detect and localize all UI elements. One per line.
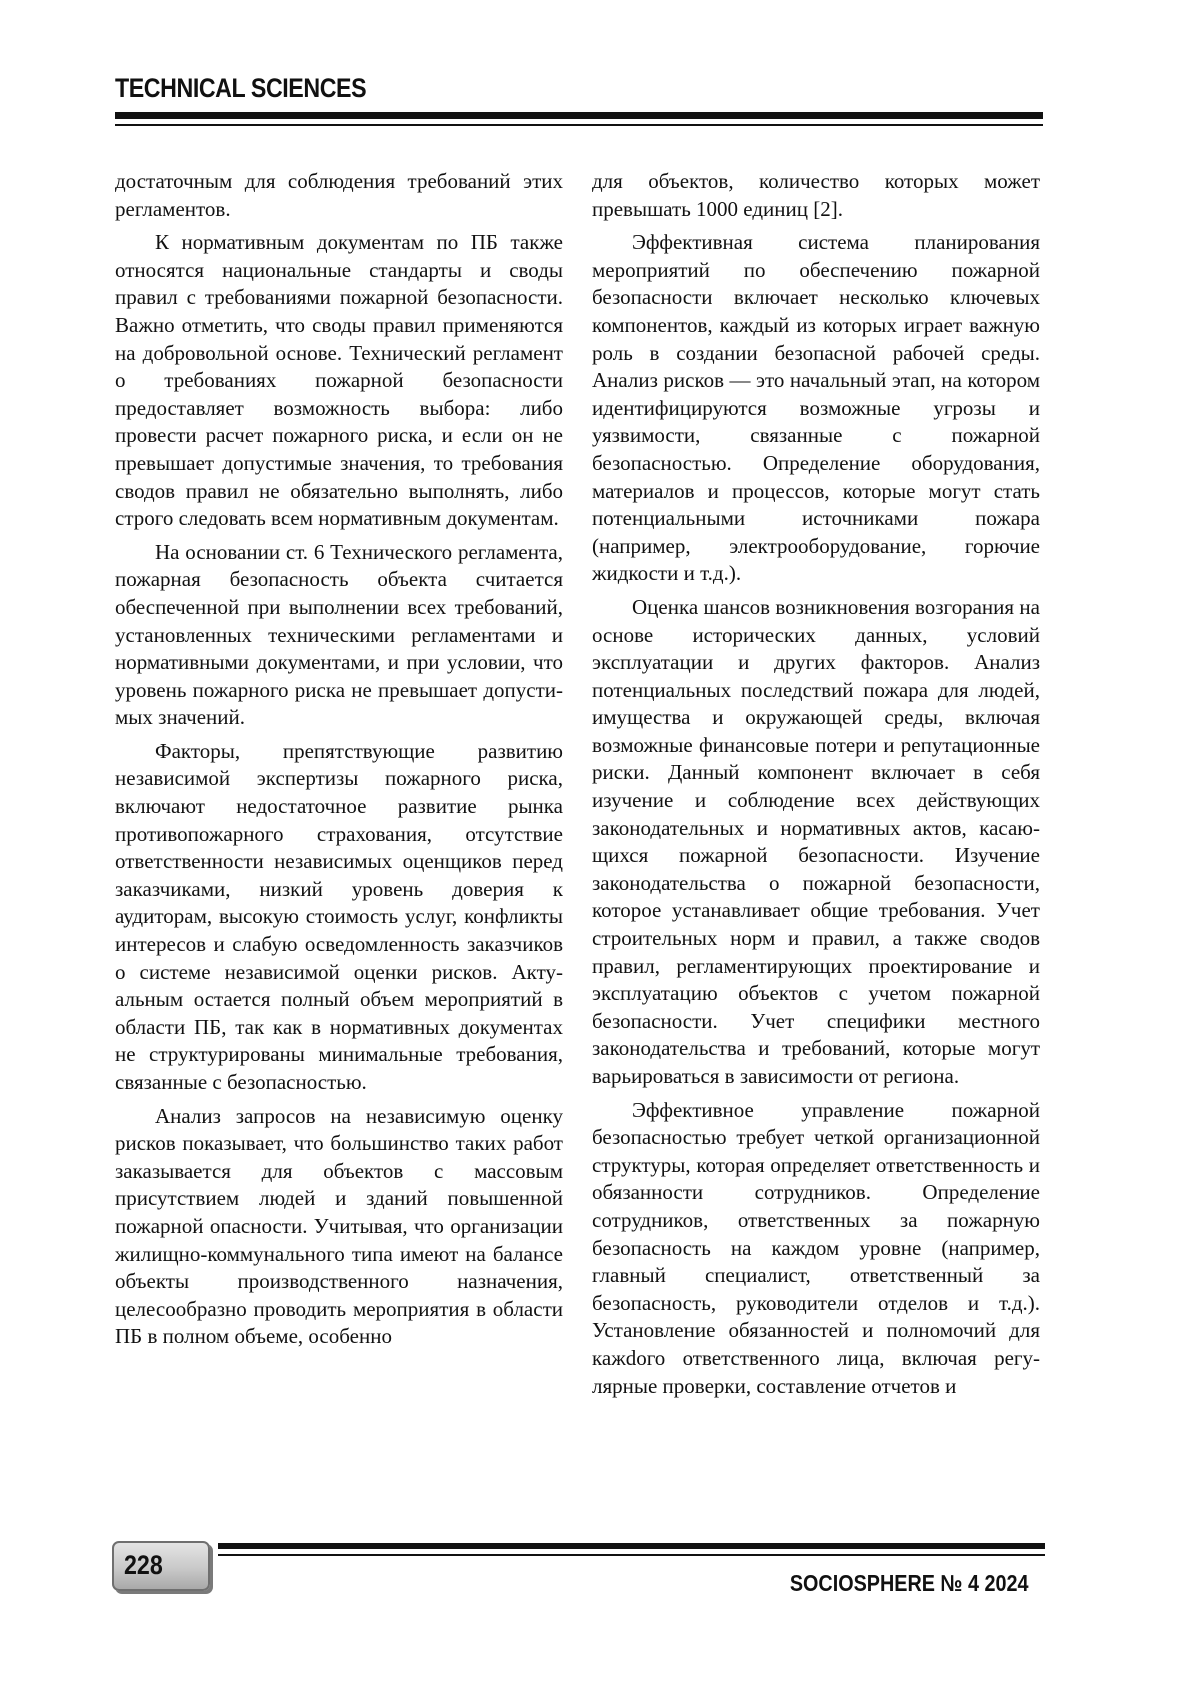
section-title: TECHNICAL SCIENCES — [115, 73, 367, 103]
left-column — [115, 168, 563, 1357]
paragraph: Эффективное управление пожарной безопасностью требует четкой организационной структуры, которая определяет ответственность и обязанности сотрудников. Определение сотрудников, ответственных за пожарную безопасность на каждом уровне (например, главный специалист, ответственный за безопасность, руководители отделов и т.д.). Установление обязанностей и полномочий для кажdого ответственного лица, включая регулярные проверки, составление отчетов и — [592, 1097, 1040, 1398]
paragraph: На основании ст. 6 Технического регламента, пожарная безопасность объекта считается обеспеченной при выполнении всех требований, установленных техническими регламентами и нормативными документами, и при условии, что уровень пожарного риска не превышает допустимых значений. — [115, 539, 563, 730]
paragraph: Факторы, препятствующие развитию независимой экспертизы пожарного риска, включают недостаточное развитие рынка противопожарного страхования, отсутствие ответственности независимых оценщиков перед заказчиками, низкий уровень доверия к аудиторам, высокую стоимость услуг, конфликты интересов и слабую осведомленность заказчиков о системе независимой оценки рисков. Актуальным остается полный объем мероприятий в области ПБ, так как в нормативных документах не структурированы минимальные требования, связанные с безопасностью. — [115, 738, 563, 1094]
footer-rule-thin — [218, 1554, 1045, 1556]
paragraph: Эффективная система планирования мероприятий по обеспечению пожарной безопасности включает несколько ключевых компонентов, каждый из которых играет важную роль в создании безопасной рабочей среды. Анализ рисков — это начальный этап, на котором идентифицируются возможные угрозы и уязвимости, связанные с пожарной безопасностью. Определение оборудования, материалов и процессов, которые могут стать потенциальными источниками пожара (например, электрооборудование, горючие жидкости и т.д.). — [592, 230, 1040, 586]
page-number-badge — [112, 1541, 210, 1591]
header-rule-thin — [115, 124, 1043, 126]
right-column — [592, 168, 1040, 1406]
header-rule-thick — [115, 112, 1043, 119]
paragraph: К нормативным документам по ПБ также относятся национальные стандарты и своды правил с требованиями пожарной безопасности. Важно отметить, что своды правил применяются на добровольной основе. Технический регламент о требованиях пожарной безопасности предоставляет возможность выбора: либо провести расчет пожарного риска, и если он не превышает допустимые значения, то требования сводов правил не обязательно выполнять, либо строго следовать всем нормативным документам. — [115, 230, 563, 531]
page-number: 228 — [124, 1550, 163, 1580]
paragraph: Анализ запросов на независимую оценку рисков показывает, что большинство таких работ заказывается для объектов с массовым присутствием людей и зданий повышенной пожарной опасности. Учитывая, что организации жилищно-коммунального типа имеют на балансе объекты производственного назначения, целесообразно проводить мероприятия в области ПБ в полном объеме, особенно — [115, 1103, 563, 1349]
footer-rule-thick — [218, 1543, 1045, 1549]
paragraph: Оценка шансов возникновения возгорания на основе исторических данных, условий эксплуатации и других факторов. Анализ потенциальных последствий пожара для людей, имущества и окружающей среды, включая возможные финансовые потери и репутационные риски. Данный компонент включает в себя изучение и соблюдение всех действующих законодательных и нормативных актов, касающихся пожарной безопасности. Изучение законодательства о пожарной безопасности, которое устанавливает общие требования. Учет строительных норм и правил, а также сводов правил, регламентирующих проектирование и эксплуатацию объектов с учетом пожарной безопасности. Учет специфики местного законодательства и требований, которые могут варьироваться в зависимости от региона. — [592, 594, 1040, 1088]
journal-issue: SOCIOSPHERE № 4 2024 — [789, 1570, 1028, 1596]
paragraph: достаточным для соблюдения требований этих регламентов. — [115, 169, 563, 221]
paragraph: для объектов, количество которых может превышать 1000 единиц [2]. — [592, 169, 1040, 221]
